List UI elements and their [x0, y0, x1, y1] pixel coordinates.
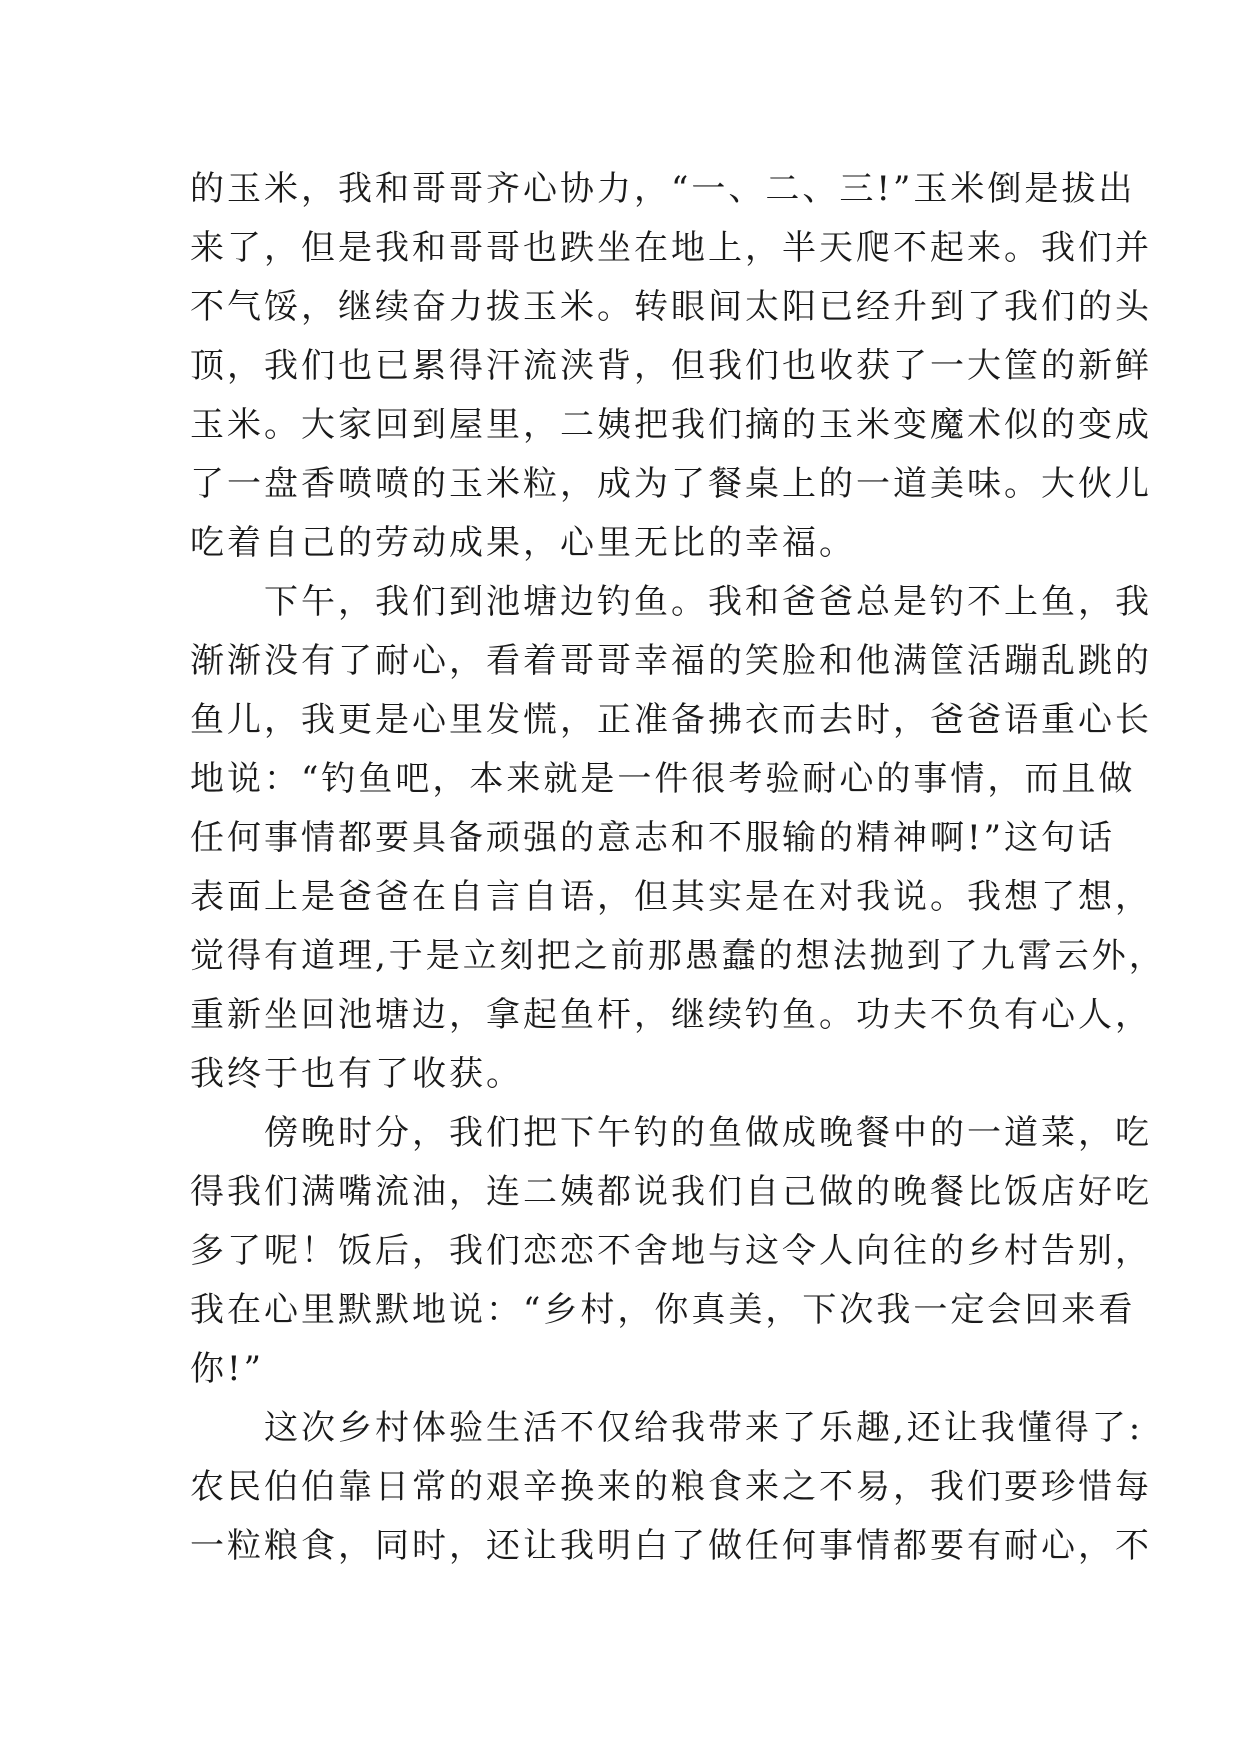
text-line: 了一盘香喷喷的玉米粒，成为了餐桌上的一道美味。大伙儿	[190, 464, 1152, 504]
text-line: 来了，但是我和哥哥也跌坐在地上，半天爬不起来。我们并	[190, 228, 1152, 268]
text-line: 我终于也有了收获。	[190, 1054, 523, 1094]
text-line: 地说：“钓鱼吧，本来就是一件很考验耐心的事情，而且做	[190, 759, 1136, 799]
text-line: 的玉米，我和哥哥齐心协力，“一、二、三!”玉米倒是拔出	[190, 169, 1136, 209]
text-line: 不气馁，继续奋力拔玉米。转眼间太阳已经升到了我们的头	[190, 287, 1152, 327]
text-line: 表面上是爸爸在自言自语，但其实是在对我说。我想了想，	[190, 877, 1152, 917]
text-line: 我在心里默默地说：“乡村，你真美，下次我一定会回来看	[190, 1290, 1136, 1330]
text-line: 你!”	[190, 1349, 265, 1389]
text-line: 任何事情都要具备顽强的意志和不服输的精神啊!”这句话	[190, 818, 1116, 858]
text-line: 傍晚时分，我们把下午钓的鱼做成晚餐中的一道菜，吃	[190, 1113, 1152, 1153]
text-line: 渐渐没有了耐心，看着哥哥幸福的笑脸和他满筐活蹦乱跳的	[190, 641, 1152, 681]
text-line: 鱼儿，我更是心里发慌，正准备拂衣而去时，爸爸语重心长	[190, 700, 1152, 740]
article-body	[190, 160, 1166, 1576]
text-line: 农民伯伯靠日常的艰辛换来的粮食来之不易，我们要珍惜每	[190, 1467, 1152, 1507]
text-line: 顶，我们也已累得汗流浃背，但我们也收获了一大筐的新鲜	[190, 346, 1152, 386]
text-line: 一粒粮食，同时，还让我明白了做任何事情都要有耐心，不	[190, 1526, 1152, 1566]
text-line: 觉得有道理,于是立刻把之前那愚蠢的想法抛到了九霄云外，	[190, 936, 1166, 976]
text-line: 玉米。大家回到屋里，二姨把我们摘的玉米变魔术似的变成	[190, 405, 1152, 445]
text-line: 得我们满嘴流油，连二姨都说我们自己做的晚餐比饭店好吃	[190, 1172, 1152, 1212]
text-line: 吃着自己的劳动成果，心里无比的幸福。	[190, 523, 856, 563]
text-line: 多了呢！饭后，我们恋恋不舍地与这令人向往的乡村告别，	[190, 1231, 1152, 1271]
text-line: 重新坐回池塘边，拿起鱼杆，继续钓鱼。功夫不负有心人，	[190, 995, 1152, 1035]
text-line: 这次乡村体验生活不仅给我带来了乐趣,还让我懂得了:	[190, 1408, 1144, 1448]
text-line: 下午，我们到池塘边钓鱼。我和爸爸总是钓不上鱼，我	[190, 582, 1152, 622]
